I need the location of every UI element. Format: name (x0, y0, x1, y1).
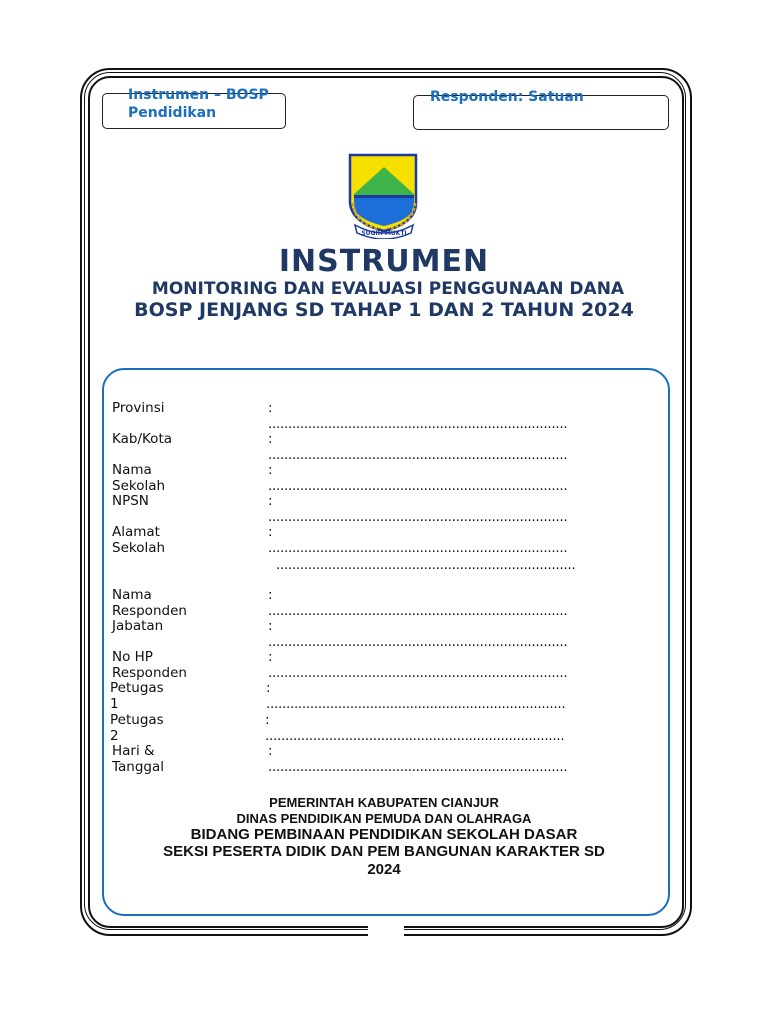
field-blank[interactable]: : ........................................................................... (268, 493, 568, 525)
field-label: Alamat Sekolah (112, 524, 166, 556)
footer-section: SEKSI PESERTA DIDIK DAN PEM BANGUNAN KARAKTER SD (163, 843, 605, 860)
document-title: INSTRUMEN (278, 244, 490, 279)
emblem-motto: SUGIH MUKTI (361, 230, 407, 237)
field-blank[interactable]: : ........................................................................... (268, 400, 568, 432)
field-blank[interactable]: : ........................................................................... (268, 462, 568, 494)
field-blank[interactable]: : ........................................................................... (268, 618, 568, 650)
footer-year: 2024 (367, 861, 401, 878)
field-label: No HP Responden (112, 649, 187, 681)
field-blank[interactable]: ........................................................................... (268, 557, 576, 573)
field-blank[interactable]: : ........................................................................... (268, 524, 568, 556)
footer-government: PEMERINTAH KABUPATEN CIANJUR (269, 795, 499, 810)
field-blank[interactable]: : ........................................................................... (268, 649, 568, 681)
field-blank[interactable]: : ........................................................................... (266, 680, 566, 712)
document-subtitle-2: BOSP JENJANG SD TAHAP 1 DAN 2 TAHUN 2024 (134, 299, 634, 321)
field-blank[interactable]: : ........................................................................... (265, 712, 565, 744)
footer-department: DINAS PENDIDIKAN PEMUDA DAN OLAHRAGA (236, 811, 532, 826)
field-label: NPSN (112, 493, 149, 509)
regency-emblem-icon (347, 153, 421, 239)
border-gap (368, 926, 404, 936)
field-label: Hari & Tanggal (112, 743, 165, 775)
footer-division: BIDANG PEMBINAAN PENDIDIKAN SEKOLAH DASAR (190, 826, 578, 843)
field-label: Kab/Kota (112, 431, 173, 447)
field-blank[interactable]: : ........................................................................... (268, 743, 568, 775)
field-blank[interactable]: : ........................................................................... (268, 587, 568, 619)
field-label: Nama Responden (112, 587, 187, 619)
field-label: Nama Sekolah (112, 462, 166, 494)
field-label: Petugas 1 (110, 680, 164, 712)
respondent-tag: Responden: Satuan (430, 89, 584, 105)
field-blank[interactable]: : ........................................................................... (268, 431, 568, 463)
field-label: Jabatan (112, 618, 164, 634)
field-label: Petugas 2 (110, 712, 164, 744)
document-subtitle: MONITORING DAN EVALUASI PENGGUNAAN DANA (151, 279, 625, 299)
instrument-tag: Instrumen – BOSP Pendidikan (128, 87, 269, 121)
field-label: Provinsi (112, 400, 165, 416)
